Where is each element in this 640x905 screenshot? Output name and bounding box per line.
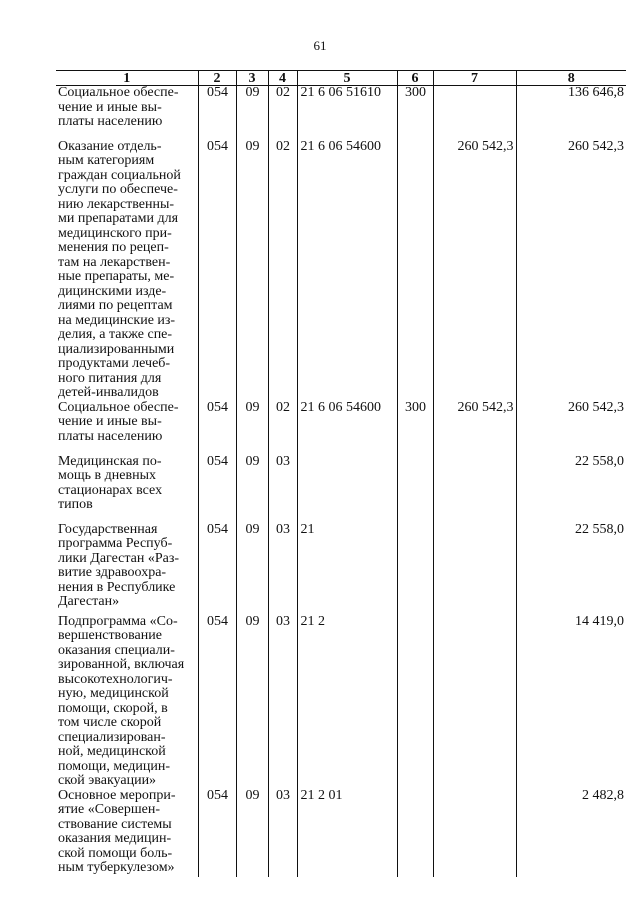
ved-cell: 054: [198, 455, 236, 523]
pr-cell: 03: [268, 455, 297, 523]
rz-cell: 09: [236, 140, 268, 401]
table-row: [56, 789, 626, 877]
rz-cell: 09: [236, 455, 268, 523]
vr-cell: [397, 615, 433, 789]
sum-col7-cell: 260 542,3: [433, 401, 516, 455]
sum-col8-cell: 260 542,3: [516, 401, 626, 455]
row-name: Медицинская по- мощь в дневных стационарах всех типов: [58, 453, 163, 512]
row-name: Социальное обеспе- чение и иные вы- платы населению: [58, 85, 179, 129]
sum-col8-cell: 14 419,0: [516, 615, 626, 789]
ved-cell: 054: [198, 523, 236, 615]
rz-cell: 09: [236, 401, 268, 455]
budget-table: [56, 70, 626, 877]
row-name: Основное меропри- ятие «Совершен- ствование системы оказания медицин- ской помощи боль- ным туберкулезом»: [58, 787, 176, 875]
sum-col8-cell: 22 558,0: [516, 455, 626, 523]
table-row: [56, 401, 626, 455]
vr-cell: 300: [397, 401, 433, 455]
sum-col8-cell: 260 542,3: [516, 140, 626, 401]
sum-col7-cell: 260 542,3: [433, 140, 516, 401]
pr-cell: 02: [268, 86, 297, 140]
column-header-2: 2: [198, 71, 236, 86]
rz-cell: 09: [236, 86, 268, 140]
pr-cell: 03: [268, 523, 297, 615]
table-row: [56, 86, 626, 140]
pr-cell: 02: [268, 401, 297, 455]
column-header-3: 3: [236, 71, 268, 86]
column-header-4: 4: [268, 71, 297, 86]
page-number: 61: [313, 38, 327, 53]
column-header-5: 5: [297, 71, 397, 86]
vr-cell: [397, 523, 433, 615]
csr-cell: 21: [297, 523, 397, 615]
sum-col7-cell: [433, 523, 516, 615]
table-row: [56, 140, 626, 401]
vr-cell: 300: [397, 86, 433, 140]
csr-cell: 21 6 06 51610: [297, 86, 397, 140]
column-header-1: 1: [56, 71, 198, 86]
vr-cell: [397, 140, 433, 401]
rz-cell: 09: [236, 789, 268, 877]
column-header-8: 8: [516, 71, 626, 86]
csr-cell: 21 2 01: [297, 789, 397, 877]
ved-cell: 054: [198, 86, 236, 140]
sum-col7-cell: [433, 455, 516, 523]
ved-cell: 054: [198, 401, 236, 455]
table-row: [56, 523, 626, 615]
table-row: [56, 455, 626, 523]
rz-cell: 09: [236, 615, 268, 789]
vr-cell: [397, 789, 433, 877]
sum-col7-cell: [433, 86, 516, 140]
sum-col8-cell: 22 558,0: [516, 523, 626, 615]
ved-cell: 054: [198, 615, 236, 789]
row-name: Оказание отдель- ным категориям граждан социальной услуги по обеспече- нию лекарственны- ми препаратами для медицинского при- менения по рецеп- там на лекарствен- ные препараты, ме- дицинскими изде- лиями по рецептам на медицинские из- делия, а также спе- циализированными продуктами лечеб- ного питания для детей-инвалидов: [58, 138, 181, 400]
ved-cell: 054: [198, 140, 236, 401]
pr-cell: 02: [268, 140, 297, 401]
column-header-6: 6: [397, 71, 433, 86]
column-header-7: 7: [433, 71, 516, 86]
row-name: Социальное обеспе- чение и иные вы- платы населению: [58, 399, 179, 444]
table-header-row: [56, 71, 626, 86]
sum-col8-cell: 136 646,8: [516, 86, 626, 140]
sum-col7-cell: [433, 615, 516, 789]
csr-cell: [297, 455, 397, 523]
pr-cell: 03: [268, 789, 297, 877]
sum-col8-cell: 2 482,8: [516, 789, 626, 877]
csr-cell: 21 6 06 54600: [297, 140, 397, 401]
table-row: [56, 615, 626, 789]
sum-col7-cell: [433, 789, 516, 877]
csr-cell: 21 2: [297, 615, 397, 789]
rz-cell: 09: [236, 523, 268, 615]
row-name: Подпрограмма «Со- вершенствование оказания специали- зированной, включая высокотехнологич- ную, медицинской помощи, скорой, в том числе скорой специализирован- ной, медицинской помощи, медицин- ской эвакуации»: [58, 613, 185, 788]
pr-cell: 03: [268, 615, 297, 789]
csr-cell: 21 6 06 54600: [297, 401, 397, 455]
row-name: Государственная программа Респуб- лики Дагестан «Раз- витие здравоохра- нения в Республике Дагестан»: [58, 521, 180, 609]
vr-cell: [397, 455, 433, 523]
ved-cell: 054: [198, 789, 236, 877]
